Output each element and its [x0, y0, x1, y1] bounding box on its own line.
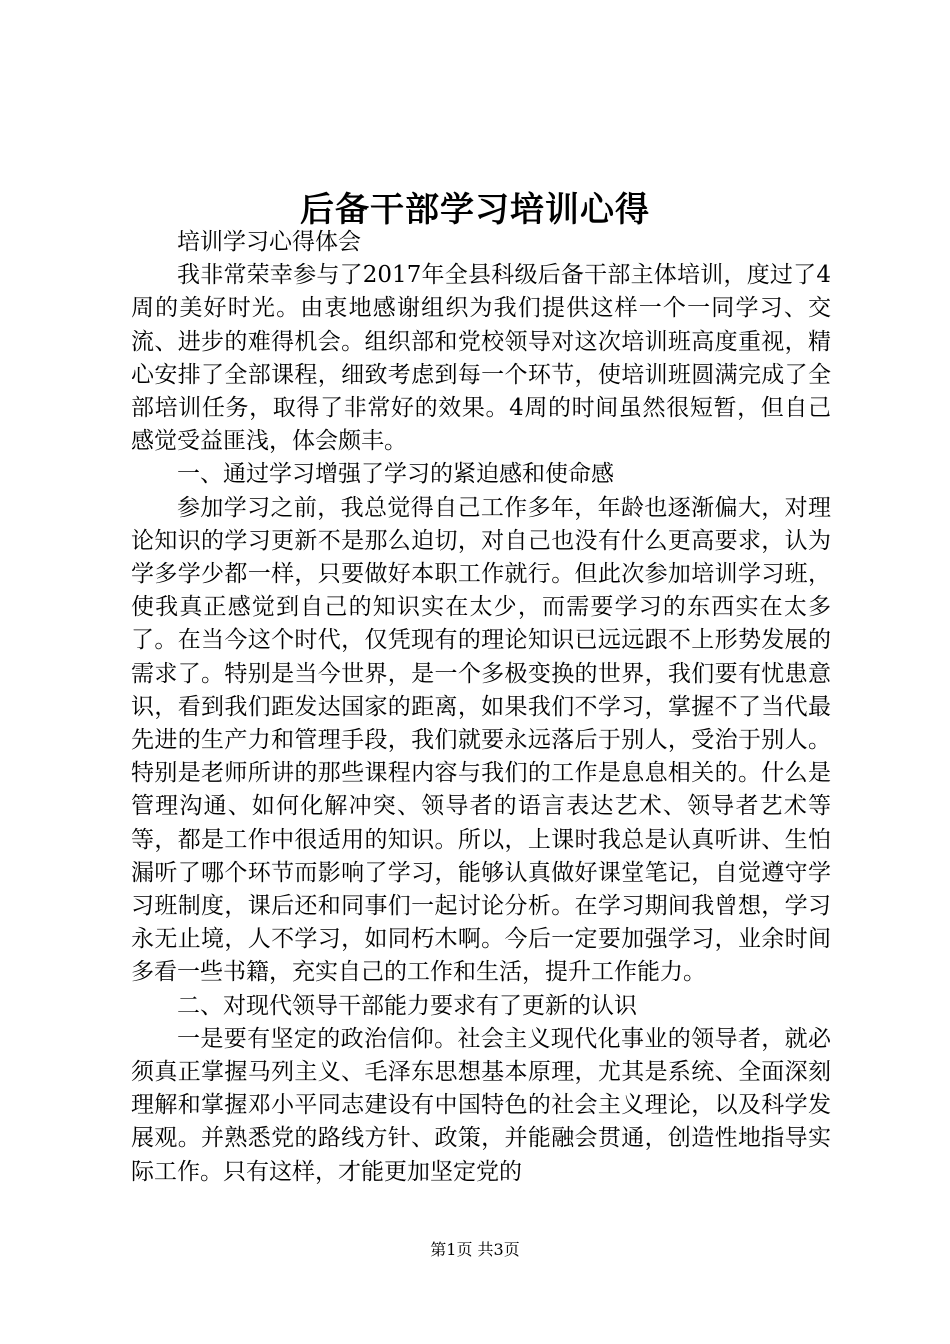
paragraph-subtitle: 培训学习心得体会 — [177, 229, 361, 255]
page-footer: 第1页 共3页 — [430, 1240, 520, 1259]
paragraph-section-2: 一是要有坚定的政治信仰。社会主义现代化事业的领导者，就必须真正掌握马列主义、毛泽东思想基本原理，尤其是系统、全面深刻理解和掌握邓小平同志建设有中国特色的社会主义理论，以及科学发展观。并熟悉党的路线方针、政策，并能融会贯通，创造性地指导实际工作。只有这样，才能更加坚定党的 — [131, 1025, 831, 1185]
paragraph-intro: 我非常荣幸参与了2017年全县科级后备干部主体培训，度过了4周的美好时光。由衷地感谢组织为我们提供这样一个一同学习、交流、进步的难得机会。组织部和党校领导对这次培训班高度重视，精心安排了全部课程，细致考虑到每一个环节，使培训班圆满完成了全部培训任务，取得了非常好的效果。4周的时间虽然很短暂，但自己感觉受益匪浅，体会颇丰。 — [131, 262, 831, 455]
section-heading-2: 二、对现代领导干部能力要求有了更新的认识 — [177, 992, 637, 1019]
paragraph-section-1: 参加学习之前，我总觉得自己工作多年，年龄也逐渐偏大，对理论知识的学习更新不是那么迫切，对自己也没有什么更高要求，认为学多学少都一样，只要做好本职工作就行。但此次参加培训学习班，使我真正感觉到自己的知识实在太少，而需要学习的东西实在太多了。在当今这个时代，仅凭现有的理论知识已远远跟不上形势发展的需求了。特别是当今世界，是一个多极变换的世界，我们要有忧患意识，看到我们距发达国家的距离，如果我们不学习，掌握不了当代最先进的生产力和管理手段，我们就要永远落后于别人，受治于别人。特别是老师所讲的那些课程内容与我们的工作是息息相关的。什么是管理沟通、如何化解冲突、领导者的语言表达艺术、领导者艺术等等，都是工作中很适用的知识。所以，上课时我总是认真听讲、生怕漏听了哪个环节而影响了学习，能够认真做好课堂笔记，自觉遵守学习班制度，课后还和同事们一起讨论分析。在学习期间我曾想，学习永无止境，人不学习，如同朽木啊。今后一定要加强学习，业余时间多看一些书籍，充实自己的工作和生活，提升工作能力。 — [131, 494, 831, 986]
section-heading-1: 一、通过学习增强了学习的紧迫感和使命感 — [177, 461, 614, 488]
document-body — [131, 226, 831, 1189]
document-title: 后备干部学习培训心得 — [300, 190, 650, 230]
